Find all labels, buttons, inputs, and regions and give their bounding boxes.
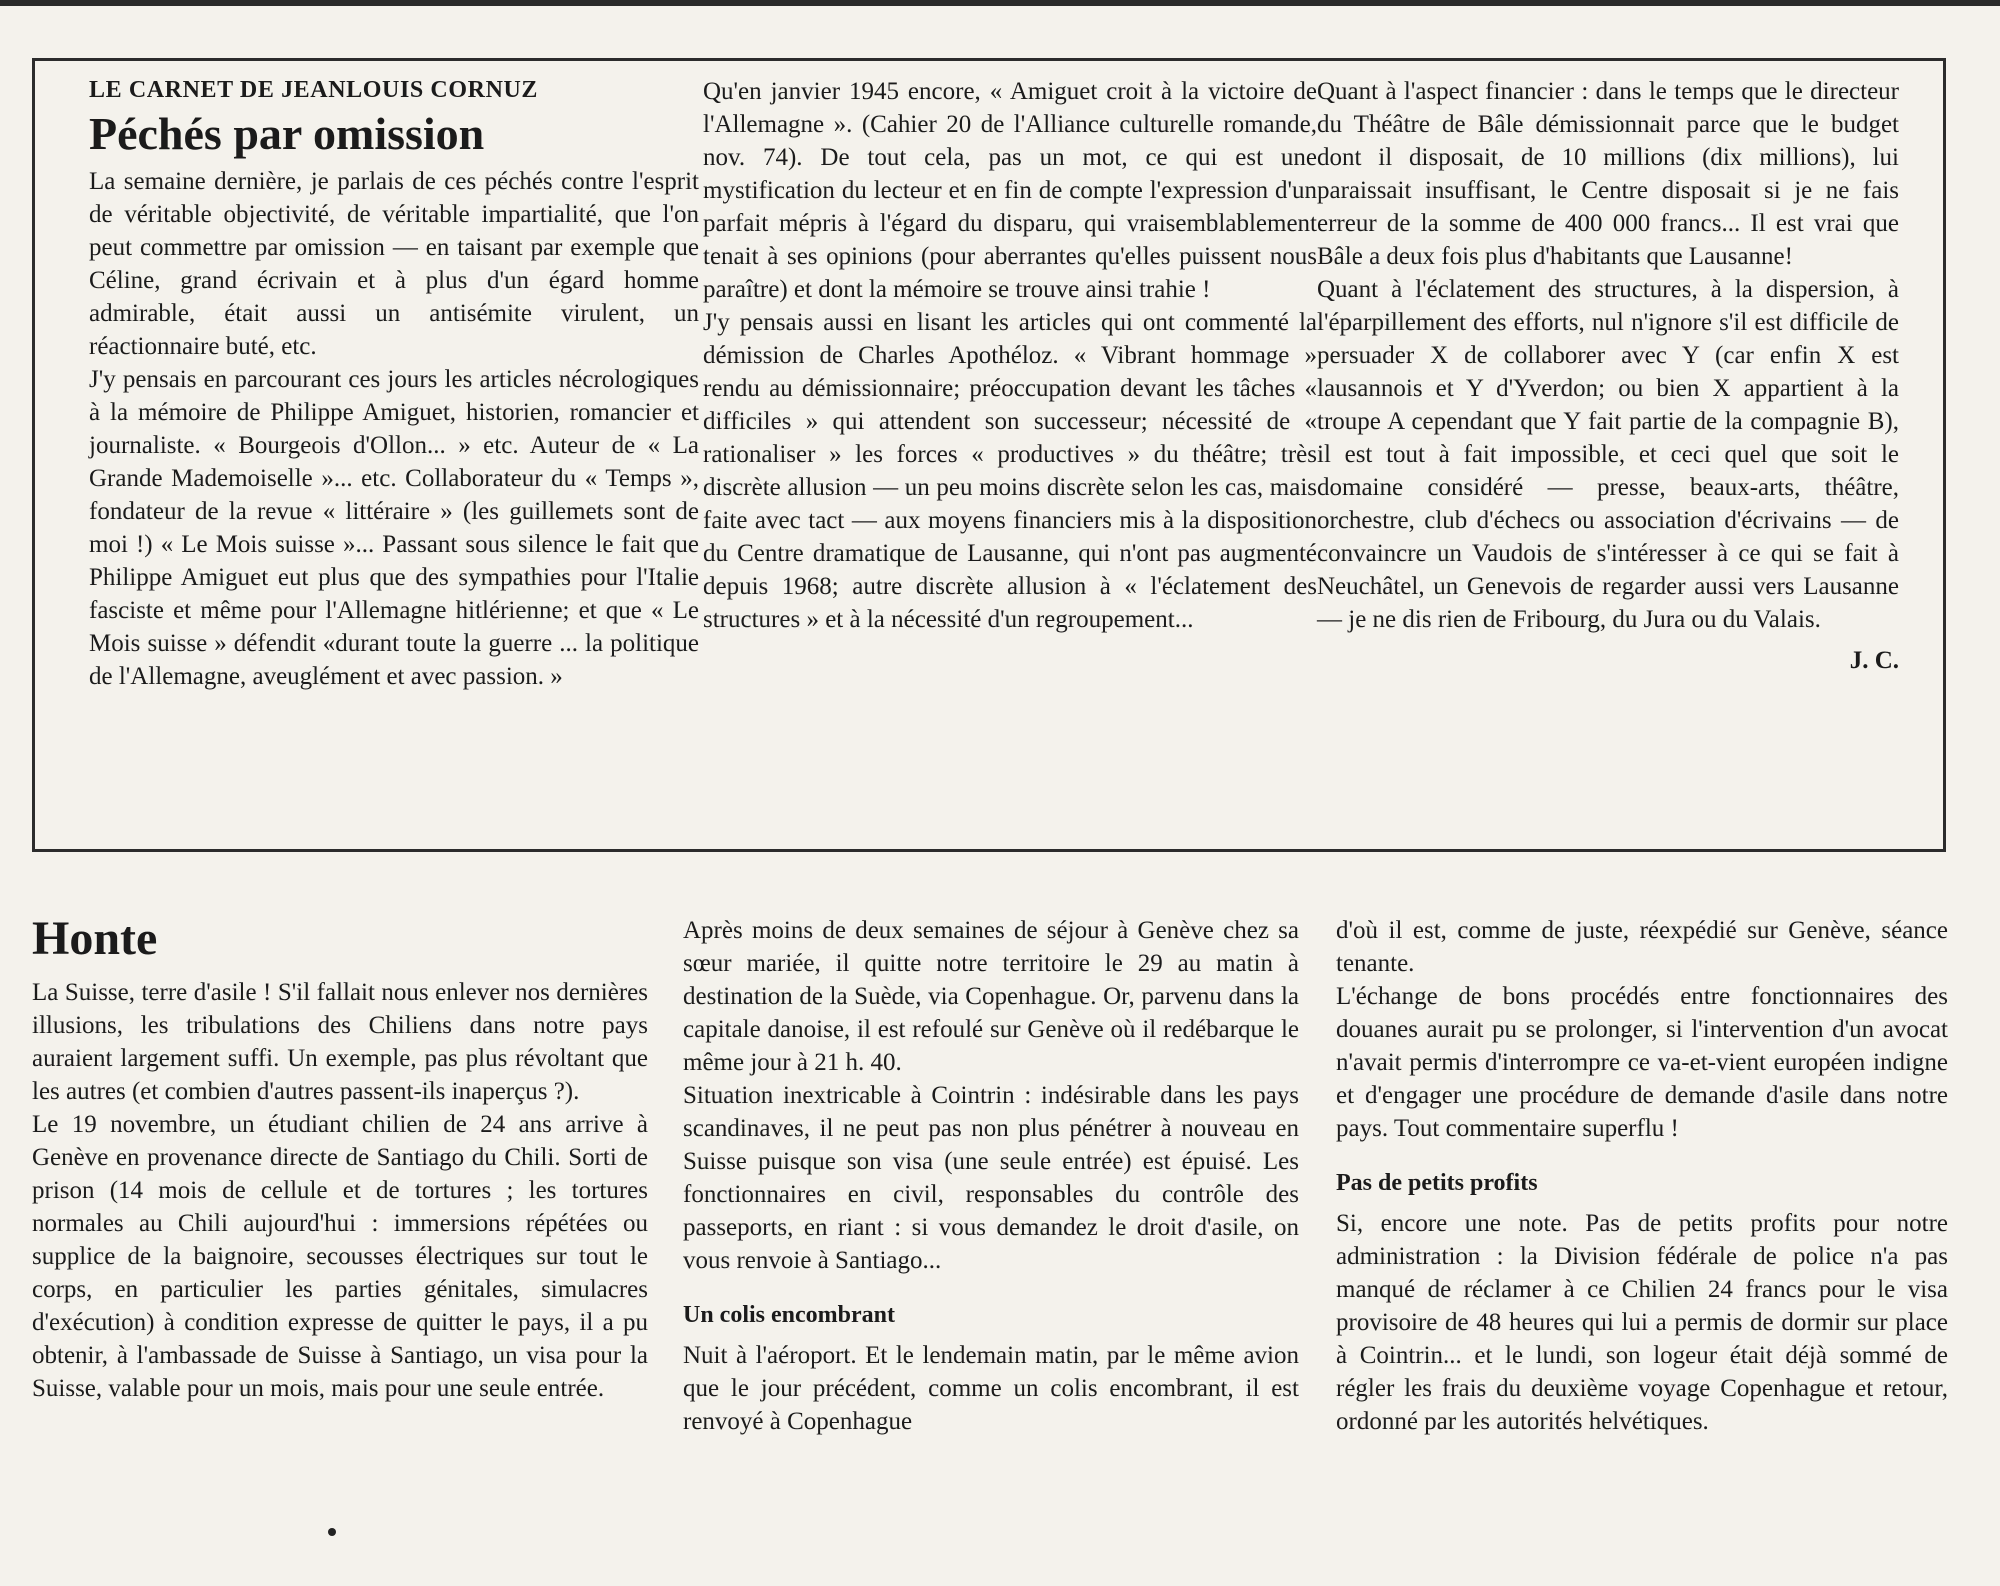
end-bullet (328, 1528, 336, 1536)
carnet-title: Péchés par omission (89, 108, 485, 159)
carnet-kicker: LE CARNET DE JEANLOUIS CORNUZ (89, 77, 539, 103)
paragraph: J'y pensais en parcourant ces jours les articles nécrologiques à la mémoire de Philippe Amiguet, historien, romancier et journaliste. « Bourgeois d'Ollon... » etc. Auteur de « La Grande Mademoiselle »... etc. Collaborateur du « Temps », fondateur de la revue « littéraire » (les guillemets sont de moi !) « Le Mois suisse »... Passant sous silence le fait que Philippe Amiguet eut plus que des sympathies pour l'Italie fasciste et même pour l'Allemagne hitlérienne; et que « Le Mois suisse » défendit «durant toute la guerre ... la politique de l'Allemagne, aveuglément et avec passion. » (89, 366, 699, 690)
paragraph: Après moins de deux semaines de séjour à Genève chez sa sœur mariée, il quitte notre territoire le 29 au matin à destination de la Suède, via Copenhague. Or, parvenu dans la capitale danoise, il est refoulé sur Genève où il redébarque le même jour à 21 h. 40. (683, 917, 1299, 1076)
paragraph: Quant à l'aspect financier : dans le temps que le directeur du Théâtre de Bâle démissionnait parce que le budget dont il disposait, de 10 millions (dix millions), lui paraissait insuffisant, le Centre disposait si je ne fais erreur de la somme de 400 000 francs... Il est vrai que Bâle a deux fois plus d'habitants que Lausanne! (1317, 78, 1899, 270)
subheading-profits: Pas de petits profits (1336, 1170, 1538, 1196)
paragraph: L'échange de bons procédés entre fonctionnaires des douanes aurait pu se prolonger, si l'intervention d'un avocat n'avait permis d'interrompre ce va-et-vient européen indigne et d'engager une procédure de demande d'asile dans notre pays. Tout commentaire superflu ! (1336, 983, 1948, 1142)
subheading-colis: Un colis encombrant (683, 1302, 895, 1328)
carnet-column-1 (89, 75, 699, 693)
paragraph: La Suisse, terre d'asile ! S'il fallait nous enlever nos dernières illusions, les tribulations des Chiliens dans notre pays auraient largement suffi. Un exemple, pas plus révoltant que les autres (et combien d'autres passent-ils inaperçus ?). (32, 979, 648, 1105)
honte-title: Honte (32, 912, 158, 965)
paragraph: La semaine dernière, je parlais de ces péchés contre l'esprit de véritable objectivité, de véritable impartialité, que l'on peut commettre par omission — en taisant par exemple que Céline, grand écrivain et à plus d'un égard homme admirable, était aussi un antisémite virulent, un réactionnaire buté, etc. (89, 168, 699, 360)
signature: J. C. (1849, 647, 1899, 674)
carnet-column-2 (703, 75, 1317, 636)
honte-column-3 (1336, 914, 1948, 1438)
paragraph: Le 19 novembre, un étudiant chilien de 24 ans arrive à Genève en provenance directe de Santiago du Chili. Sorti de prison (14 mois de cellule et de tortures ; les tortures normales au Chili aujourd'hui : immersions répétées ou supplice de la baignoire, secousses électriques sur tout le corps, en particulier les parties génitales, simulacres d'exécution) à condition expresse de quitter le pays, il a pu obtenir, à l'ambassade de Suisse à Santiago, un visa pour la Suisse, valable pour un mois, mais pour une seule entrée. (32, 1111, 648, 1402)
paragraph: Quant à l'éclatement des structures, à la dispersion, à l'éparpillement des efforts, nul n'ignore s'il est difficile de persuader X de collaborer avec Y (car enfin X est lausannois et Y d'Yverdon; ou bien X appartient à la troupe A cependant que Y fait partie de la compagnie B), il est tout à fait impossible, et ceci quel que soit le domaine considéré — presse, beaux-arts, théâtre, orchestre, club d'échecs ou association d'écrivains — de convaincre un Vaudois de s'intéresser à ce qui se fait à Neuchâtel, un Genevois de regarder aussi vers Lausanne — je ne dis rien de Fribourg, du Jura ou du Valais. (1317, 276, 1899, 633)
top-rule (0, 0, 2000, 6)
paragraph: d'où il est, comme de juste, réexpédié sur Genève, séance tenante. (1336, 917, 1948, 977)
honte-column-1 (32, 910, 648, 1405)
paragraph: Si, encore une note. Pas de petits profits pour notre administration : la Division fédérale de police n'a pas manqué de réclamer à ce Chilien 24 francs pour le visa provisoire de 48 heures qui lui a permis de dormir sur place à Cointrin... et le lundi, son logeur était déjà sommé de régler les frais du deuxième voyage Copenhague et retour, ordonné par les autorités helvétiques. (1336, 1210, 1948, 1435)
honte-column-2 (683, 914, 1299, 1438)
paragraph: J'y pensais aussi en lisant les articles qui ont commenté la démission de Charles Apothéloz. « Vibrant hommage » rendu au démissionnaire; préoccupation devant les tâches « difficiles » qui attendent son successeur; nécessité de « rationaliser » les forces « productives » du théâtre; très discrète allusion — un peu moins discrète selon les cas, mais faite avec tact — aux moyens financiers mis à la disposition du Centre dramatique de Lausanne, qui n'ont pas augmenté depuis 1968; autre discrète allusion à « l'éclatement des structures » et à la nécessité d'un regroupement... (703, 309, 1317, 633)
carnet-column-3 (1317, 75, 1899, 677)
paragraph: Nuit à l'aéroport. Et le lendemain matin, par le même avion que le jour précédent, comme un colis encombrant, il est renvoyé à Copenhague (683, 1342, 1299, 1435)
carnet-box (32, 58, 1946, 852)
paragraph: Qu'en janvier 1945 encore, « Amiguet croit à la victoire de l'Allemagne ». (Cahier 20 de l'Alliance culturelle romande, nov. 74). De tout cela, pas un mot, ce qui est une mystification du lecteur et en fin de compte l'expression d'un parfait mépris à l'égard du disparu, qui vraisemblablement tenait à ses opinions (pour aberrantes qu'elles puissent nous paraître) et dont la mémoire se trouve ainsi trahie ! (703, 78, 1317, 303)
paragraph: Situation inextricable à Cointrin : indésirable dans les pays scandinaves, il ne peut pas non plus pénétrer à nouveau en Suisse puisque son visa (une seule entrée) est épuisé. Les fonctionnaires en civil, responsables du contrôle des passeports, en riant : si vous demandez le droit d'asile, on vous renvoie à Santiago... (683, 1082, 1299, 1274)
